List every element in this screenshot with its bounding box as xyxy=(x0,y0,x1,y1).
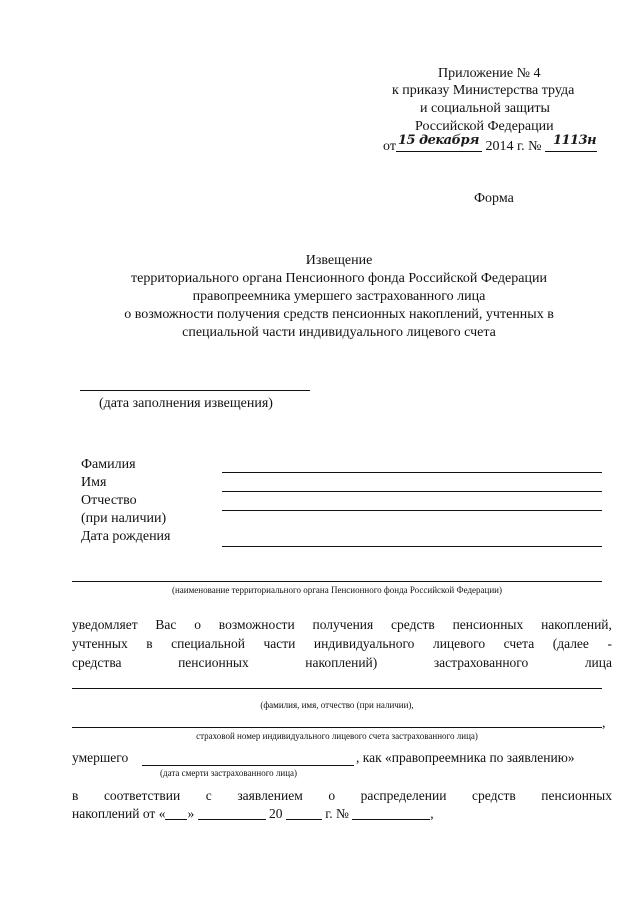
patronymic-field[interactable] xyxy=(222,510,602,511)
application-year-prefix: 20 xyxy=(268,806,283,821)
deceased-word: умершего xyxy=(72,750,129,765)
word: средства xyxy=(72,655,122,670)
date-handwritten: 15 декабря xyxy=(397,133,479,148)
appendix-line-4: Российской Федерации xyxy=(415,119,554,134)
word: в xyxy=(72,788,79,803)
title-line-3: правопреемника умершего застрахованного лица xyxy=(192,289,486,304)
snils-field[interactable] xyxy=(72,727,602,728)
word: учтенных xyxy=(72,636,128,651)
application-day-field[interactable] xyxy=(165,807,187,820)
title-line-4: о возможности получения средств пенсионных накоплений, учтенных в xyxy=(124,307,554,322)
last-name-label: Фамилия xyxy=(81,457,136,472)
word: пенсионных xyxy=(541,788,612,803)
word: накоплений, xyxy=(541,617,612,632)
fio-caption: (фамилия, имя, отчество (при наличии), xyxy=(260,700,414,710)
title-line-5: специальной части индивидуального лицевого счета xyxy=(182,325,496,340)
comma: , xyxy=(430,806,434,821)
word: - xyxy=(607,636,612,651)
word: уведомляет xyxy=(72,617,138,632)
snils-caption: страховой номер индивидуального лицевого счета застрахованного лица) xyxy=(196,731,478,741)
word: застрахованного xyxy=(433,655,529,670)
word: индивидуального xyxy=(313,636,415,651)
notify-line-2 xyxy=(72,636,612,652)
word: специальной xyxy=(171,636,245,651)
last-name-field[interactable] xyxy=(222,472,602,473)
word: возможности xyxy=(218,617,295,632)
word: счета xyxy=(503,636,535,651)
fill-date-caption: (дата заполнения извещения) xyxy=(99,396,273,411)
word: в xyxy=(146,636,153,651)
word: о xyxy=(328,788,336,803)
word: пенсионных xyxy=(452,617,524,632)
word: части xyxy=(263,636,296,651)
application-month-field[interactable] xyxy=(198,807,266,820)
word: пенсионных xyxy=(178,655,249,670)
form-label: Форма xyxy=(474,191,514,206)
application-number-field[interactable] xyxy=(352,807,430,820)
first-name-label: Имя xyxy=(81,475,107,490)
patronymic-label: Отчество xyxy=(81,493,137,508)
appendix-date-row xyxy=(383,133,597,155)
birth-date-field[interactable] xyxy=(222,546,602,547)
org-name-field[interactable] xyxy=(72,581,602,582)
appendix-from-prefix: от xyxy=(383,139,396,154)
appendix-line-2: к приказу Министерства труда xyxy=(392,83,575,98)
number-handwritten: 1113н xyxy=(552,133,597,148)
appendix-number-field xyxy=(545,133,597,152)
word: с xyxy=(205,788,212,803)
word: средств xyxy=(391,617,435,632)
fio-field[interactable] xyxy=(72,688,602,689)
first-name-field[interactable] xyxy=(222,491,602,492)
accordance-line-2 xyxy=(72,806,434,822)
word: соответствии xyxy=(103,788,181,803)
snils-comma: , xyxy=(602,716,606,731)
notify-line-1 xyxy=(72,617,612,633)
word: распределении xyxy=(360,788,447,803)
appendix-date-field xyxy=(396,133,482,152)
deceased-after: , как «правопреемника по заявлению» xyxy=(356,750,575,765)
org-caption: (наименование территориального органа Пенсионного фонда Российской Федерации) xyxy=(171,585,502,595)
accordance-line-1 xyxy=(72,788,612,804)
application-year-field[interactable] xyxy=(286,807,322,820)
quote-end: » xyxy=(187,806,195,821)
appendix-line-3: и социальной защиты xyxy=(420,101,550,116)
word: получения xyxy=(312,617,374,632)
word: Вас xyxy=(155,617,177,632)
word: заявлением xyxy=(237,788,303,803)
application-date-prefix: накоплений от « xyxy=(72,806,166,821)
title-line-1: Извещение xyxy=(305,253,373,268)
death-date-caption: (дата смерти застрахованного лица) xyxy=(160,768,298,778)
patronymic-note: (при наличии) xyxy=(81,511,167,526)
appendix-line-1: Приложение № 4 xyxy=(438,66,541,81)
title-line-2: территориального органа Пенсионного фонда Российской Федерации xyxy=(131,271,547,286)
word: накоплений) xyxy=(305,655,378,670)
application-number-label: г. № xyxy=(325,806,349,821)
birth-date-label: Дата рождения xyxy=(81,529,171,544)
notify-line-3 xyxy=(72,655,612,671)
word: (далее xyxy=(552,636,589,651)
word: о xyxy=(194,617,201,632)
appendix-year-text: 2014 г. № xyxy=(485,139,542,154)
fill-date-line[interactable] xyxy=(80,390,310,391)
word: лица xyxy=(584,655,612,670)
word: лицевого xyxy=(432,636,486,651)
word: средств xyxy=(472,788,516,803)
death-date-field[interactable] xyxy=(142,765,354,766)
